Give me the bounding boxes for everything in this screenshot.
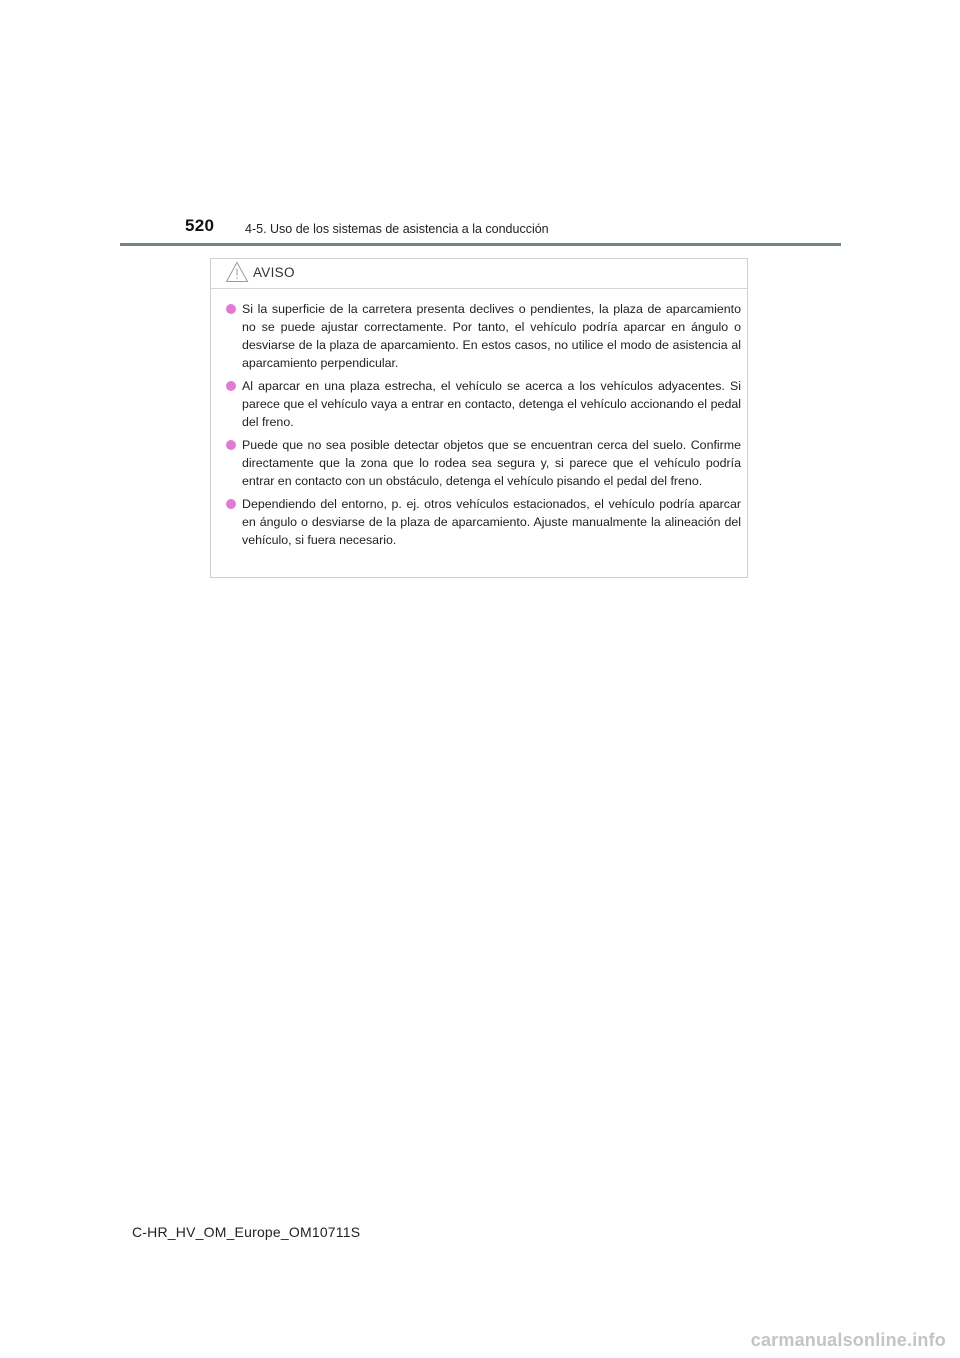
warning-header (211, 259, 747, 289)
bullet-icon (226, 440, 236, 450)
warning-item-text: Si la superficie de la carretera presenta declives o pendientes, la plaza de aparcamiento no se puede ajustar correctamente. Por tanto, el vehículo podría aparcar en ángulo o desviarse de la plaza de aparcamiento. En estos casos, no utilice el modo de asistencia al aparcamiento perpendicular. (242, 302, 741, 370)
warning-item (225, 300, 741, 372)
warning-list (211, 289, 747, 549)
warning-item (225, 495, 741, 549)
warning-item (225, 436, 741, 490)
warning-title: AVISO (253, 265, 295, 280)
document-code: C-HR_HV_OM_Europe_OM10711S (132, 1224, 361, 1240)
bullet-icon (226, 499, 236, 509)
page-number: 520 (185, 216, 215, 235)
bullet-icon (226, 381, 236, 391)
warning-item-text: Puede que no sea posible detectar objetos que se encuentran cerca del suelo. Confirme directamente que la zona que lo rodea sea segura y, si parece que el vehículo podría entrar en contacto con un obstáculo, detenga el vehículo pisando el pedal del freno. (242, 438, 741, 488)
watermark[interactable]: carmanualsonline.info (750, 1330, 946, 1350)
warning-item-text: Al aparcar en una plaza estrecha, el vehículo se acerca a los vehículos adyacentes. Si parece que el vehículo vaya a entrar en contacto, detenga el vehículo accionando el pedal del freno. (242, 379, 741, 429)
warning-triangle-icon (225, 261, 249, 283)
warning-item-text: Dependiendo del entorno, p. ej. otros vehículos estacionados, el vehículo podría aparcar en ángulo o desviarse de la plaza de aparcamiento. Ajuste manualmente la alineación del vehículo, si fuera necesario. (242, 497, 741, 547)
warning-item (225, 377, 741, 431)
section-title: 4-5. Uso de los sistemas de asistencia a la conducción (245, 222, 549, 236)
header-divider (120, 243, 841, 246)
bullet-icon (226, 304, 236, 314)
warning-box (210, 258, 748, 578)
